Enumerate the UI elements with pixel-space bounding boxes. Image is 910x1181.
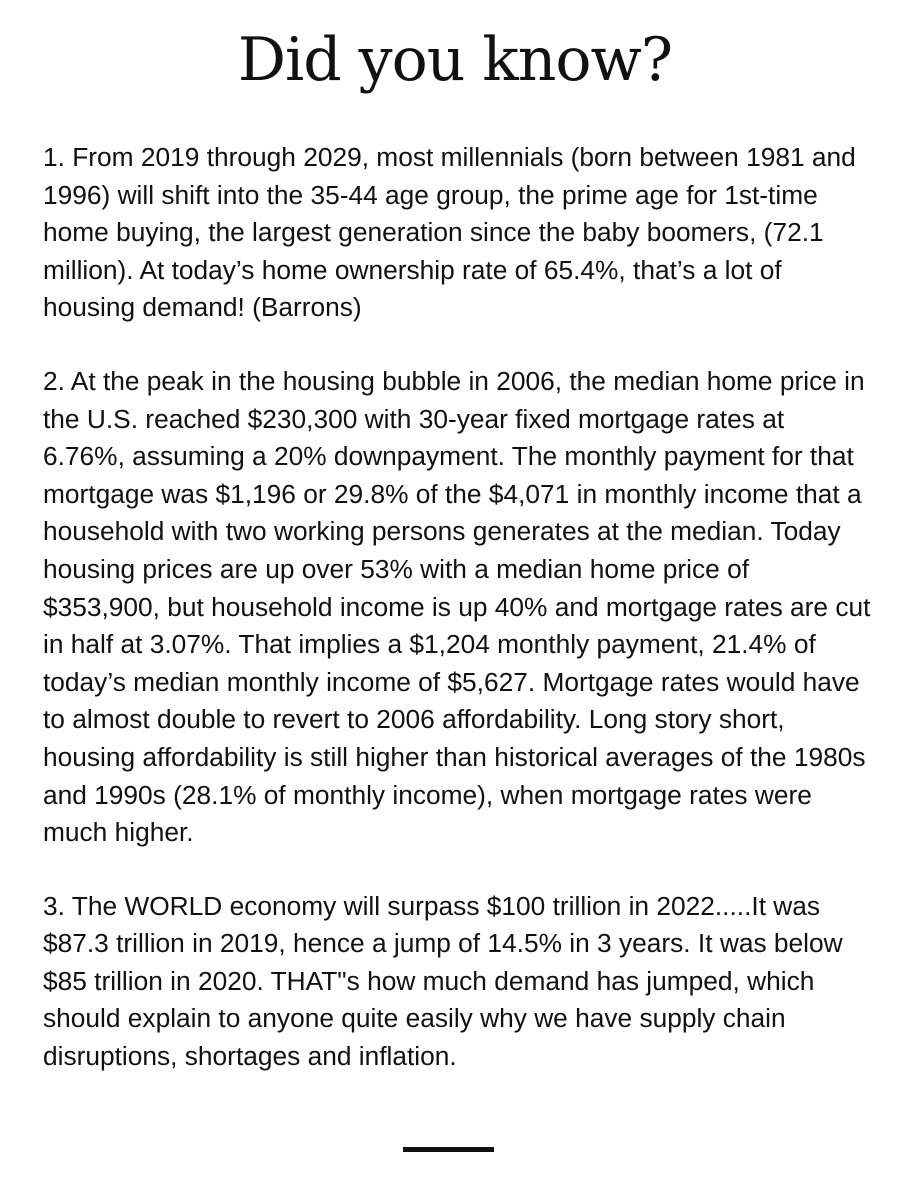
page-title: Did you know? xyxy=(237,25,673,95)
fact-housing-affordability: 2. At the peak in the housing bubble in 2006, the median home price in the U.S. reached $230,300 with 30-year fixed mortgage rates at 6.76%, assuming a 20% downpayment. The monthly payment for that mortgage was $1,196 or 29.8% of the $4,071 in monthly income that a household with two working persons generates at the median. Today housing prices are up over 53% with a median home price of $353,900, but household income is up 40% and mortgage rates are cut in half at 3.07%. That implies a $1,204 monthly payment, 21.4% of today’s median monthly income of $5,627. Mortgage rates would have to almost double to revert to 2006 affordability. Long story short, housing affordability is still higher than historical averages of the 1980s and 1990s (28.1% of monthly income), when mortgage rates were much higher. xyxy=(43,365,871,848)
fact-world-economy: 3. The WORLD economy will surpass $100 trillion in 2022.....It was $87.3 trillion in 2019, hence a jump of 14.5% in 3 years. It was below $85 trillion in 2020. THAT"s how much demand has jumped, which should explain to anyone quite easily why we have supply chain disruptions, shortages and inflation. xyxy=(43,890,843,1072)
facts-list xyxy=(43,139,873,1112)
bottom-divider xyxy=(403,1147,494,1152)
fact-millennials: 1. From 2019 through 2029, most millennials (born between 1981 and 1996) will shift into the 35-44 age group, the prime age for 1st-time home buying, the largest generation since the baby boomers, (72.1 million). At today’s home ownership rate of 65.4%, that’s a lot of housing demand! (Barrons) xyxy=(43,142,856,323)
